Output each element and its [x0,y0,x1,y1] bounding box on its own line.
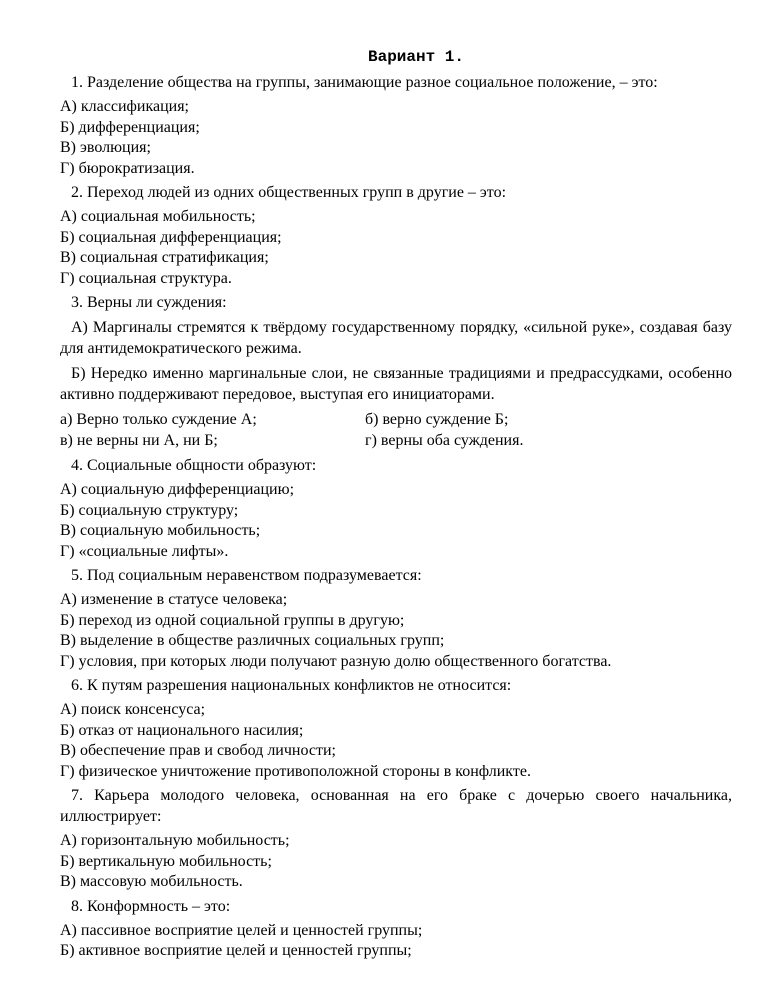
document-page [60,44,732,965]
question-7 [60,785,732,893]
question-8 [60,896,732,962]
question-3-answer-d: г) верны оба суждения. [365,432,524,449]
question-2 [60,182,732,289]
question-5-option-d: Г) условия, при которых люди получают разную долю общественного богатства. [60,652,612,670]
question-3-answers [60,409,732,451]
question-7-option-a: А) горизонтальную мобильность; [60,832,290,849]
question-2-option-b: Б) социальная дифференциация; [60,228,282,246]
question-3-answer-b: б) верно суждение Б; [365,411,509,428]
question-1-option-b: Б) дифференциация; [60,118,200,136]
question-5-option-b: Б) переход из одной социальной группы в другую; [60,611,405,629]
question-3-text: 3. Верны ли суждения: [71,294,227,311]
question-7-option-b: Б) вертикальную мобильность; [60,852,272,870]
question-7-option-c: В) массовую мобильность. [60,873,243,890]
question-6-option-c: В) обеспечение прав и свобод личности; [60,742,336,759]
question-2-option-c: В) социальная стратификация; [60,249,269,266]
question-3-statement-a: А) Маргиналы стремятся к твёрдому государственному порядку, «сильной руке», создавая базу для антидемократического режима. [60,319,732,357]
question-6-option-d: Г) физическое уничтожение противоположной стороны в конфликте. [60,762,531,780]
question-1-option-c: В) эволюция; [60,139,151,156]
question-2-option-d: Г) социальная структура. [60,269,232,287]
question-8-option-a: А) пассивное восприятие целей и ценностей группы; [60,921,423,939]
question-1-option-a: А) классификация; [60,98,189,115]
question-6-text: 6. К путям разрешения национальных конфликтов не относится: [71,677,512,694]
question-1-text: 1. Разделение общества на группы, занимающие разное социальное положение, – это: [71,74,658,91]
question-3-statement-b: Б) Нередко именно маргинальные слои, не связанные традициями и предрассудками, особенно активно поддерживают передовое, выступая его инициаторами. [60,365,732,403]
question-4 [60,455,732,562]
question-2-text: 2. Переход людей из одних общественных групп в другие – это: [71,184,507,201]
question-8-option-b: Б) активное восприятие целей и ценностей группы; [60,942,412,959]
question-6-option-b: Б) отказ от национального насилия; [60,721,304,739]
question-6-option-a: А) поиск консенсуса; [60,701,206,718]
variant-title: Вариант 1. [367,48,464,66]
question-4-option-b: Б) социальную структуру; [60,501,239,519]
question-2-option-a: А) социальная мобильность; [60,208,256,225]
question-1 [60,72,732,179]
question-6 [60,675,732,782]
question-5-option-c: В) выделение в обществе различных социальных групп; [60,632,445,649]
question-3-answer-a: а) Верно только суждение А; [60,411,257,428]
question-1-option-d: Г) бюрократизация. [60,159,195,177]
question-5 [60,565,732,672]
question-4-option-c: В) социальную мобильность; [60,522,261,539]
question-5-text: 5. Под социальным неравенством подразумевается: [71,567,422,584]
question-4-option-a: А) социальную дифференциацию; [60,481,295,498]
question-5-option-a: А) изменение в статусе человека; [60,591,288,608]
question-3 [60,292,732,451]
question-4-option-d: Г) «социальные лифты». [60,542,229,560]
question-8-text: 8. Конформность – это: [71,897,231,915]
question-7-text: 7. Карьера молодого человека, основанная на его браке с дочерью своего начальника, иллюстрирует: [60,787,732,825]
question-3-answer-c: в) не верны ни А, ни Б; [60,432,218,449]
question-4-text: 4. Социальные общности образуют: [71,457,317,474]
